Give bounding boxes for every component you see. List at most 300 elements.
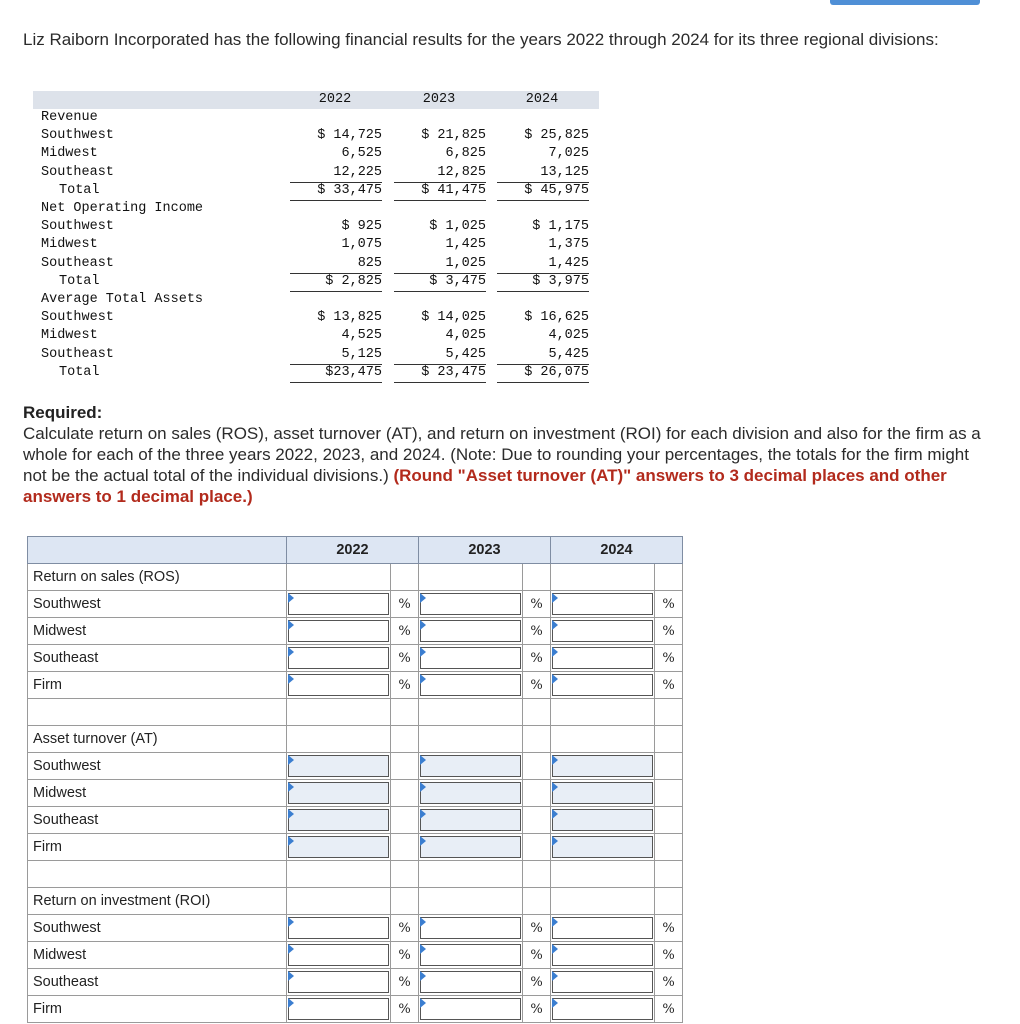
blank-cell — [655, 726, 683, 753]
input-marker-icon — [552, 755, 558, 765]
blank-cell — [655, 564, 683, 591]
section-heading: Return on investment (ROI) — [28, 888, 287, 915]
top-action-bar[interactable] — [830, 0, 980, 5]
row-label: Midwest — [28, 942, 287, 969]
answer-table — [27, 536, 683, 1023]
answer-input[interactable] — [552, 836, 653, 858]
section-heading: Revenue — [41, 110, 98, 125]
answer-input[interactable] — [288, 755, 389, 777]
unit-cell — [655, 807, 683, 834]
total-value: $ 3,475 — [429, 273, 486, 289]
row-label: Firm — [28, 996, 287, 1023]
spacer-cell — [28, 699, 287, 726]
answer-input-cell[interactable] — [419, 672, 523, 699]
financial-results-table — [33, 91, 599, 383]
percent-sign: % — [530, 678, 543, 693]
percent-sign: % — [662, 1002, 675, 1017]
rounding-instruction: (Round "Asset turnover (AT)" answers to 3 decimal places and other answers to 1 decimal place.) — [23, 466, 947, 506]
row-label: Southeast — [28, 645, 287, 672]
blank-cell — [287, 564, 391, 591]
unit-cell — [523, 834, 551, 861]
answer-row — [28, 834, 683, 861]
percent-sign: % — [398, 678, 411, 693]
spacer-cell — [551, 699, 655, 726]
answer-row — [28, 645, 683, 672]
total-value: $ 26,075 — [524, 364, 589, 380]
answer-input[interactable] — [420, 620, 521, 642]
percent-sign: % — [530, 948, 543, 963]
answer-input[interactable] — [552, 593, 653, 615]
section-heading: Asset turnover (AT) — [28, 726, 287, 753]
amount-value: 4,525 — [341, 328, 382, 344]
answer-input-cell[interactable] — [419, 807, 523, 834]
blank-cell — [551, 564, 655, 591]
percent-sign: % — [662, 921, 675, 936]
row-label: Southwest — [28, 591, 287, 618]
answer-input-cell[interactable] — [419, 618, 523, 645]
underline — [290, 291, 382, 292]
section-heading: Net Operating Income — [41, 201, 204, 216]
division-label: Southwest — [41, 219, 114, 235]
answer-input[interactable] — [288, 620, 389, 642]
spacer-cell — [419, 699, 523, 726]
answer-input-cell[interactable] — [551, 915, 655, 942]
percent-sign: % — [530, 921, 543, 936]
unit-cell — [523, 618, 551, 645]
amount-value: 1,425 — [445, 237, 486, 253]
input-marker-icon — [420, 917, 426, 927]
input-marker-icon — [420, 755, 426, 765]
answer-input[interactable] — [288, 944, 389, 966]
spacer-cell — [419, 861, 523, 888]
input-marker-icon — [552, 782, 558, 792]
total-value: $ 3,975 — [532, 273, 589, 289]
required-section — [23, 402, 988, 507]
spacer-cell — [287, 861, 391, 888]
division-label: Southwest — [41, 128, 114, 144]
answer-input-cell[interactable] — [551, 780, 655, 807]
amount-value: 4,025 — [548, 328, 589, 344]
input-marker-icon — [552, 917, 558, 927]
section-heading-row — [28, 888, 683, 915]
answer-input-cell[interactable] — [287, 915, 391, 942]
answer-row — [28, 780, 683, 807]
amount-value: 1,375 — [548, 237, 589, 253]
unit-cell — [391, 969, 419, 996]
input-marker-icon — [288, 944, 294, 954]
answer-input[interactable] — [420, 836, 521, 858]
underline — [394, 291, 486, 292]
answer-input-cell[interactable] — [419, 753, 523, 780]
answer-input-cell[interactable] — [551, 996, 655, 1023]
spacer-cell — [523, 861, 551, 888]
input-marker-icon — [288, 620, 294, 630]
answer-input[interactable] — [420, 809, 521, 831]
required-heading: Required: — [23, 403, 103, 422]
unit-cell — [655, 996, 683, 1023]
input-marker-icon — [288, 998, 294, 1008]
answer-input[interactable] — [288, 782, 389, 804]
input-marker-icon — [288, 917, 294, 927]
unit-cell — [523, 753, 551, 780]
answer-input-cell[interactable] — [551, 834, 655, 861]
answer-input-cell[interactable] — [551, 753, 655, 780]
answer-input[interactable] — [552, 782, 653, 804]
percent-sign: % — [662, 624, 675, 639]
amount-value: $ 1,175 — [532, 219, 589, 235]
unit-cell — [391, 672, 419, 699]
total-value: $ 33,475 — [317, 182, 382, 198]
input-marker-icon — [552, 620, 558, 630]
answer-input-cell[interactable] — [287, 753, 391, 780]
header-year: 2024 — [551, 537, 683, 564]
unit-cell — [523, 915, 551, 942]
unit-cell — [391, 942, 419, 969]
unit-cell — [523, 807, 551, 834]
spacer-cell — [655, 699, 683, 726]
unit-cell — [523, 780, 551, 807]
total-value: $ 45,975 — [524, 182, 589, 198]
input-marker-icon — [552, 971, 558, 981]
total-value: $23,475 — [325, 364, 382, 380]
section-heading-row — [28, 564, 683, 591]
percent-sign: % — [662, 651, 675, 666]
percent-sign: % — [530, 624, 543, 639]
answer-input[interactable] — [420, 944, 521, 966]
percent-sign: % — [398, 921, 411, 936]
answer-input-cell[interactable] — [551, 807, 655, 834]
answer-input-cell[interactable] — [419, 915, 523, 942]
header-blank — [28, 537, 287, 564]
percent-sign: % — [662, 948, 675, 963]
row-label: Firm — [28, 834, 287, 861]
year-header: 2022 — [318, 92, 352, 107]
division-label: Southeast — [41, 346, 114, 362]
unit-cell — [655, 780, 683, 807]
amount-value: $ 1,025 — [429, 219, 486, 235]
unit-cell — [391, 996, 419, 1023]
unit-cell — [655, 672, 683, 699]
input-marker-icon — [288, 755, 294, 765]
answer-input[interactable] — [420, 971, 521, 993]
underline — [290, 382, 382, 383]
total-value: $ 41,475 — [421, 182, 486, 198]
blank-cell — [523, 564, 551, 591]
answer-input[interactable] — [288, 836, 389, 858]
year-header: 2024 — [525, 92, 559, 107]
unit-cell — [391, 915, 419, 942]
underline — [394, 200, 486, 201]
blank-cell — [655, 888, 683, 915]
percent-sign: % — [398, 624, 411, 639]
input-marker-icon — [420, 809, 426, 819]
answer-input[interactable] — [288, 971, 389, 993]
row-label: Midwest — [28, 618, 287, 645]
unit-cell — [523, 996, 551, 1023]
amount-value: 6,825 — [445, 146, 486, 162]
unit-cell — [655, 753, 683, 780]
input-marker-icon — [552, 593, 558, 603]
input-marker-icon — [288, 593, 294, 603]
answer-input[interactable] — [552, 944, 653, 966]
amount-value: 5,425 — [548, 346, 589, 362]
answer-input-cell[interactable] — [287, 996, 391, 1023]
total-label: Total — [59, 182, 100, 198]
blank-cell — [551, 726, 655, 753]
input-marker-icon — [420, 782, 426, 792]
amount-value: 1,075 — [341, 237, 382, 253]
input-marker-icon — [288, 836, 294, 846]
amount-value: 7,025 — [548, 146, 589, 162]
answer-input-cell[interactable] — [419, 645, 523, 672]
answer-input-cell[interactable] — [287, 618, 391, 645]
amount-value: $ 21,825 — [421, 128, 486, 144]
division-label: Midwest — [41, 237, 98, 253]
spacer-cell — [551, 861, 655, 888]
underline — [497, 291, 589, 292]
answer-input-cell[interactable] — [551, 591, 655, 618]
answer-input[interactable] — [288, 593, 389, 615]
answer-input-cell[interactable] — [551, 969, 655, 996]
answer-input-cell[interactable] — [419, 780, 523, 807]
answer-input[interactable] — [552, 998, 653, 1020]
blank-cell — [419, 564, 523, 591]
total-value: $ 2,825 — [325, 273, 382, 289]
input-marker-icon — [420, 971, 426, 981]
percent-sign: % — [530, 975, 543, 990]
blank-cell — [391, 888, 419, 915]
answer-input[interactable] — [420, 593, 521, 615]
unit-cell — [391, 645, 419, 672]
answer-input[interactable] — [420, 998, 521, 1020]
spacer-row — [28, 699, 683, 726]
unit-cell — [391, 618, 419, 645]
input-marker-icon — [288, 809, 294, 819]
amount-value: 5,125 — [341, 346, 382, 362]
amount-value: 13,125 — [540, 164, 589, 180]
answer-input[interactable] — [552, 755, 653, 777]
input-marker-icon — [420, 674, 426, 684]
unit-cell — [655, 969, 683, 996]
answer-input[interactable] — [552, 809, 653, 831]
unit-cell — [391, 753, 419, 780]
answer-input[interactable] — [552, 647, 653, 669]
input-marker-icon — [552, 998, 558, 1008]
underline — [497, 382, 589, 383]
spacer-cell — [28, 861, 287, 888]
answer-row — [28, 915, 683, 942]
unit-cell — [391, 591, 419, 618]
percent-sign: % — [662, 678, 675, 693]
answer-input[interactable] — [288, 647, 389, 669]
input-marker-icon — [288, 971, 294, 981]
input-marker-icon — [420, 593, 426, 603]
unit-cell — [655, 834, 683, 861]
answer-input-cell[interactable] — [551, 645, 655, 672]
answer-row — [28, 618, 683, 645]
unit-cell — [523, 942, 551, 969]
answer-header-row — [28, 537, 683, 564]
amount-value: 1,025 — [445, 255, 486, 271]
section-heading-row — [28, 726, 683, 753]
row-label: Midwest — [28, 780, 287, 807]
answer-input[interactable] — [552, 917, 653, 939]
spacer-cell — [523, 699, 551, 726]
answer-row — [28, 996, 683, 1023]
answer-row — [28, 942, 683, 969]
answer-input-cell[interactable] — [419, 969, 523, 996]
input-marker-icon — [288, 647, 294, 657]
amount-value: $ 14,725 — [317, 128, 382, 144]
underline — [290, 200, 382, 201]
answer-input[interactable] — [552, 971, 653, 993]
answer-input[interactable] — [420, 755, 521, 777]
amount-value: 1,425 — [548, 255, 589, 271]
unit-cell — [655, 618, 683, 645]
amount-value: $ 13,825 — [317, 310, 382, 326]
unit-cell — [523, 591, 551, 618]
total-label: Total — [59, 273, 100, 289]
answer-input[interactable] — [552, 620, 653, 642]
blank-cell — [523, 726, 551, 753]
total-label: Total — [59, 364, 100, 380]
amount-value: 12,825 — [437, 164, 486, 180]
division-label: Southwest — [41, 310, 114, 326]
answer-input-cell[interactable] — [287, 645, 391, 672]
answer-input[interactable] — [420, 647, 521, 669]
answer-row — [28, 807, 683, 834]
spacer-cell — [287, 699, 391, 726]
percent-sign: % — [662, 975, 675, 990]
blank-cell — [419, 726, 523, 753]
answer-input[interactable] — [288, 998, 389, 1020]
division-label: Midwest — [41, 328, 98, 344]
amount-value: 12,225 — [333, 164, 382, 180]
section-heading: Return on sales (ROS) — [28, 564, 287, 591]
answer-input-cell[interactable] — [551, 942, 655, 969]
header-year: 2022 — [287, 537, 419, 564]
input-marker-icon — [552, 647, 558, 657]
amount-value: 5,425 — [445, 346, 486, 362]
answer-input[interactable] — [420, 917, 521, 939]
percent-sign: % — [530, 651, 543, 666]
unit-cell — [523, 969, 551, 996]
underline — [394, 382, 486, 383]
percent-sign: % — [398, 597, 411, 612]
input-marker-icon — [420, 620, 426, 630]
input-marker-icon — [420, 647, 426, 657]
answer-input-cell[interactable] — [287, 591, 391, 618]
year-header: 2023 — [422, 92, 456, 107]
blank-cell — [551, 888, 655, 915]
amount-value: 825 — [357, 255, 382, 271]
row-label: Southeast — [28, 807, 287, 834]
answer-input-cell[interactable] — [287, 942, 391, 969]
answer-input-cell[interactable] — [551, 618, 655, 645]
spacer-cell — [391, 861, 419, 888]
total-value: $ 23,475 — [421, 364, 486, 380]
underline — [497, 200, 589, 201]
unit-cell — [391, 780, 419, 807]
input-marker-icon — [552, 674, 558, 684]
percent-sign: % — [530, 597, 543, 612]
intro-text: Liz Raiborn Incorporated has the following financial results for the years 2022 through 2024 for its three regional divisions: — [23, 30, 939, 49]
answer-input-cell[interactable] — [419, 591, 523, 618]
blank-cell — [287, 726, 391, 753]
answer-input-cell[interactable] — [287, 834, 391, 861]
blank-cell — [391, 726, 419, 753]
blank-cell — [419, 888, 523, 915]
input-marker-icon — [420, 944, 426, 954]
answer-input-cell[interactable] — [287, 780, 391, 807]
input-marker-icon — [420, 836, 426, 846]
row-label: Southeast — [28, 969, 287, 996]
amount-value: 4,025 — [445, 328, 486, 344]
answer-input[interactable] — [552, 674, 653, 696]
section-heading: Average Total Assets — [41, 292, 204, 307]
answer-input-cell[interactable] — [419, 942, 523, 969]
answer-input-cell[interactable] — [419, 996, 523, 1023]
blank-cell — [523, 888, 551, 915]
unit-cell — [391, 834, 419, 861]
spacer-cell — [391, 699, 419, 726]
row-label: Southwest — [28, 753, 287, 780]
input-marker-icon — [288, 782, 294, 792]
amount-value: $ 25,825 — [524, 128, 589, 144]
amount-value: $ 925 — [341, 219, 382, 235]
answer-input-cell[interactable] — [287, 807, 391, 834]
division-label: Southeast — [41, 255, 114, 271]
input-marker-icon — [552, 809, 558, 819]
unit-cell — [655, 915, 683, 942]
row-label: Southwest — [28, 915, 287, 942]
unit-cell — [523, 672, 551, 699]
percent-sign: % — [398, 651, 411, 666]
percent-sign: % — [398, 948, 411, 963]
unit-cell — [655, 942, 683, 969]
blank-cell — [287, 888, 391, 915]
answer-input-cell[interactable] — [551, 672, 655, 699]
answer-input[interactable] — [420, 674, 521, 696]
answer-input[interactable] — [288, 674, 389, 696]
percent-sign: % — [398, 1002, 411, 1017]
answer-input[interactable] — [420, 782, 521, 804]
answer-row — [28, 969, 683, 996]
row-label: Firm — [28, 672, 287, 699]
input-marker-icon — [552, 944, 558, 954]
answer-input-cell[interactable] — [287, 969, 391, 996]
spacer-cell — [655, 861, 683, 888]
amount-value: 6,525 — [341, 146, 382, 162]
answer-input-cell[interactable] — [419, 834, 523, 861]
division-label: Southeast — [41, 164, 114, 180]
input-marker-icon — [552, 836, 558, 846]
answer-input[interactable] — [288, 809, 389, 831]
answer-row — [28, 672, 683, 699]
unit-cell — [655, 645, 683, 672]
input-marker-icon — [288, 674, 294, 684]
answer-input-cell[interactable] — [287, 672, 391, 699]
spacer-row — [28, 861, 683, 888]
percent-sign: % — [398, 975, 411, 990]
answer-row — [28, 753, 683, 780]
percent-sign: % — [530, 1002, 543, 1017]
amount-value: $ 14,025 — [421, 310, 486, 326]
header-year: 2023 — [419, 537, 551, 564]
division-label: Midwest — [41, 146, 98, 162]
unit-cell — [523, 645, 551, 672]
answer-input[interactable] — [288, 917, 389, 939]
